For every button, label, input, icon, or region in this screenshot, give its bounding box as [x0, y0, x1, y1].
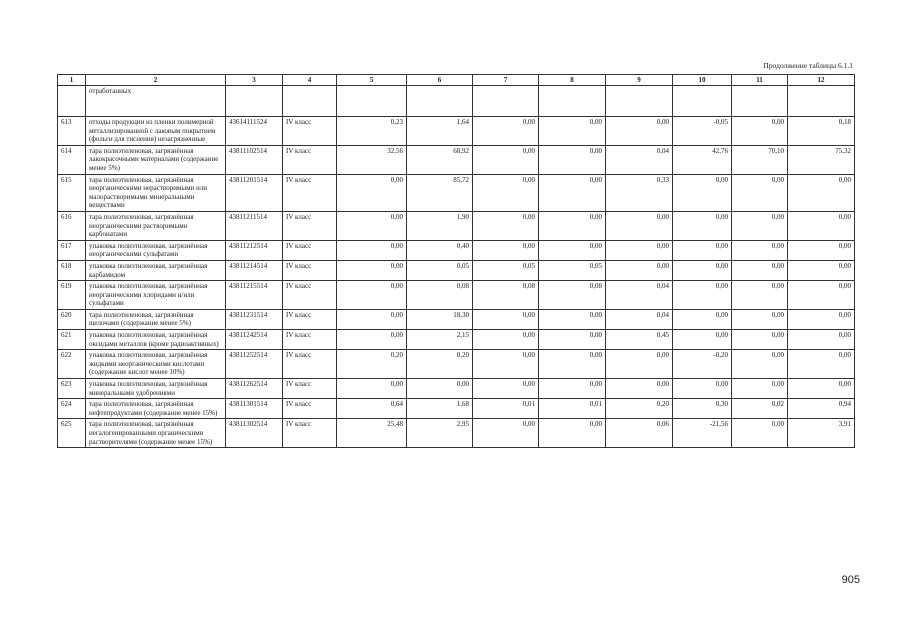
table-cell: 0,40 [407, 240, 473, 260]
table-cell: IV класс [283, 145, 337, 174]
table-cell: 0,00 [732, 117, 788, 146]
table-cell: 0,00 [788, 309, 855, 329]
table-cell: 0,00 [539, 350, 606, 379]
table-cell: IV класс [283, 309, 337, 329]
table-cell: 0,00 [539, 419, 606, 448]
table-cell: 0,00 [337, 379, 407, 399]
table-cell: 0,00 [732, 174, 788, 211]
table-cell: 0,04 [606, 281, 673, 310]
table-cell: 43614111524 [226, 117, 283, 146]
table-cell [732, 86, 788, 117]
column-header: 2 [86, 75, 226, 86]
table-cell: 0,33 [606, 174, 673, 211]
table-cell: 43811102514 [226, 145, 283, 174]
table-cell: 623 [58, 379, 86, 399]
page-number: 905 [841, 574, 860, 586]
table-cell: упаковка полиэтиленовая, загрязнённая жидкими неорганическими кислотами (содержание кислот менее 10%) [86, 350, 226, 379]
column-header: 3 [226, 75, 283, 86]
table-cell: IV класс [283, 240, 337, 260]
table-cell: 0,00 [539, 240, 606, 260]
table-cell: IV класс [283, 399, 337, 419]
table-cell [673, 86, 732, 117]
table-cell: 0,00 [407, 379, 473, 399]
column-header: 11 [732, 75, 788, 86]
column-header: 8 [539, 75, 606, 86]
table-cell: тара полиэтиленовая, загрязнённая неорганическими растворимыми карбонатами [86, 211, 226, 240]
table-cell: 0,00 [606, 211, 673, 240]
table-row [58, 419, 855, 448]
table-cell: 0,00 [337, 260, 407, 280]
table-cell: 618 [58, 260, 86, 280]
table-cell: 621 [58, 330, 86, 350]
table-cell: отходы продукции из пленки полимерной металлизированной с лаковым покрытием (фольги для тиснения) незагрязненные [86, 117, 226, 146]
table-cell: 616 [58, 211, 86, 240]
table-cell [473, 86, 539, 117]
table-cell: 3,91 [788, 419, 855, 448]
table-cell: 0,00 [473, 309, 539, 329]
table-cell: 0,00 [673, 379, 732, 399]
table-row [58, 240, 855, 260]
table-cell: 0,20 [606, 399, 673, 419]
table-cell: IV класс [283, 260, 337, 280]
table-cell: 0,00 [788, 350, 855, 379]
table-cell: 0,00 [606, 260, 673, 280]
table-row [58, 117, 855, 146]
table-row [58, 330, 855, 350]
table-cell: 0,05 [539, 260, 606, 280]
table-cell: 0,08 [407, 281, 473, 310]
table-cell: -0,20 [673, 350, 732, 379]
table-cell: 0,05 [473, 260, 539, 280]
table-cell: IV класс [283, 174, 337, 211]
table-cell: 0,02 [732, 399, 788, 419]
table-cell: 0,20 [407, 350, 473, 379]
table-cell [788, 86, 855, 117]
table-cell: 0,08 [473, 281, 539, 310]
table-cell: 0,00 [732, 350, 788, 379]
table-cell: 43811242514 [226, 330, 283, 350]
table-cell: 625 [58, 419, 86, 448]
table-cell: 2,15 [407, 330, 473, 350]
table-cell: 0,00 [473, 211, 539, 240]
table-cell: 0,00 [606, 350, 673, 379]
table-row [58, 309, 855, 329]
table-cell: 0,04 [606, 145, 673, 174]
table-cell: 619 [58, 281, 86, 310]
table-cell: 43811262514 [226, 379, 283, 399]
data-table [57, 74, 855, 448]
table-cell: 0,01 [473, 399, 539, 419]
table-cell: 0,00 [473, 350, 539, 379]
column-header: 9 [606, 75, 673, 86]
table-cell: 0,00 [337, 240, 407, 260]
table-cell: 0,00 [788, 174, 855, 211]
table-cell: 0,94 [788, 399, 855, 419]
column-header: 4 [283, 75, 337, 86]
table-cell: упаковка полиэтиленовая, загрязнённая оксидами металлов (кроме радиоактивных) [86, 330, 226, 350]
table-cell: 0,00 [732, 211, 788, 240]
table-cell: IV класс [283, 419, 337, 448]
table-cell: 0,00 [732, 260, 788, 280]
table-cell: -0,05 [673, 117, 732, 146]
table-cell: 0,00 [732, 240, 788, 260]
table-cell: 0,00 [337, 281, 407, 310]
table-cell: 0,04 [606, 309, 673, 329]
table-cell: IV класс [283, 350, 337, 379]
table-cell: упаковка полиэтиленовая, загрязнённая неорганическими хлоридами и/или сульфатами [86, 281, 226, 310]
table-cell: 0,00 [732, 419, 788, 448]
table-cell: 43811302514 [226, 419, 283, 448]
table-cell: 0,06 [606, 419, 673, 448]
table-cell: 0,00 [539, 309, 606, 329]
table-cell: 2,95 [407, 419, 473, 448]
table-cell: тара полиэтиленовая, загрязнённая неорганическими нерастворимыми или малорастворимыми минеральными веществами [86, 174, 226, 211]
table-row [58, 399, 855, 419]
table-cell: 0,23 [337, 117, 407, 146]
table-cell: 0,00 [673, 281, 732, 310]
column-header: 5 [337, 75, 407, 86]
table-cell: тара полиэтиленовая, загрязнённая нефтепродуктами (содержание менее 15%) [86, 399, 226, 419]
table-cell: 0,00 [732, 281, 788, 310]
table-cell: 0,64 [337, 399, 407, 419]
table-cell: тара полиэтиленовая, загрязнённая лакокрасочными материалами (содержание менее 5%) [86, 145, 226, 174]
table-row [58, 211, 855, 240]
table-cell: 32,56 [337, 145, 407, 174]
table-cell: 0,00 [539, 379, 606, 399]
table-cell: 617 [58, 240, 86, 260]
table-cell: 43811212514 [226, 240, 283, 260]
table-cell: 43811215514 [226, 281, 283, 310]
table-cell: 0,01 [539, 399, 606, 419]
table-cell: 0,00 [473, 145, 539, 174]
table-cell: 0,00 [673, 211, 732, 240]
table-row [58, 281, 855, 310]
table-cell: 615 [58, 174, 86, 211]
table-cell [283, 86, 337, 117]
table-cell: 0,00 [337, 174, 407, 211]
table-cell: IV класс [283, 117, 337, 146]
table-cell: 0,05 [407, 260, 473, 280]
table-cell: 624 [58, 399, 86, 419]
table-cell: IV класс [283, 281, 337, 310]
table-cell: 0,18 [788, 117, 855, 146]
table-cell: 0,00 [473, 117, 539, 146]
table-cell: 0,00 [473, 174, 539, 211]
table-cell: 43811252514 [226, 350, 283, 379]
table-cell: 0,00 [473, 419, 539, 448]
table-cell [539, 86, 606, 117]
table-cell: 43811214514 [226, 260, 283, 280]
column-header: 1 [58, 75, 86, 86]
table-cell: 0,00 [606, 240, 673, 260]
table-cell: 43811231514 [226, 309, 283, 329]
table-cell [407, 86, 473, 117]
table-cell: 42,76 [673, 145, 732, 174]
table-cell: 613 [58, 117, 86, 146]
table-cell: 620 [58, 309, 86, 329]
table-cell: 75,32 [788, 145, 855, 174]
table-row [58, 174, 855, 211]
table-cell: IV класс [283, 379, 337, 399]
table-cell: 0,00 [788, 260, 855, 280]
table-cell: IV класс [283, 211, 337, 240]
table-cell: 0,00 [732, 379, 788, 399]
table-cell: тара полиэтиленовая, загрязнённая негалогенированными органическими растворителями (содержание менее 15%) [86, 419, 226, 448]
table-cell: упаковка полиэтиленовая, загрязнённая минеральными удобрениями [86, 379, 226, 399]
header-row [58, 75, 855, 86]
table-cell: 0,00 [539, 211, 606, 240]
table-cell: 43811301514 [226, 399, 283, 419]
table-cell: 0,00 [732, 330, 788, 350]
table-cell: 0,00 [473, 330, 539, 350]
table-cell [606, 86, 673, 117]
table-cell: упаковка полиэтиленовая, загрязнённая карбамидом [86, 260, 226, 280]
table-cell: 0,30 [673, 399, 732, 419]
table-cell: 0,00 [673, 174, 732, 211]
column-header: 10 [673, 75, 732, 86]
table-caption: Продолжение таблицы 6.1.1 [763, 61, 853, 70]
table-row [58, 145, 855, 174]
table-cell: 0,00 [539, 174, 606, 211]
table-cell: упаковка полиэтиленовая, загрязнённая неорганическими сульфатами [86, 240, 226, 260]
table-cell: 85,72 [407, 174, 473, 211]
table-cell: 0,00 [673, 309, 732, 329]
column-header: 6 [407, 75, 473, 86]
table-cell: 0,00 [788, 330, 855, 350]
table-cell [337, 86, 407, 117]
table-cell: 0,20 [337, 350, 407, 379]
table-cell: 0,00 [606, 117, 673, 146]
table-row [58, 350, 855, 379]
table-cell: 0,00 [788, 211, 855, 240]
table-cell: 43811201514 [226, 174, 283, 211]
table-cell: 70,10 [732, 145, 788, 174]
table-cell: -21,56 [673, 419, 732, 448]
table-cell: 0,00 [473, 379, 539, 399]
table-cell: 1,64 [407, 117, 473, 146]
table-cell: тара полиэтиленовая, загрязнённая щелочами (содержание менее 5%) [86, 309, 226, 329]
continuation-text: отработанных [86, 86, 226, 117]
table-row [58, 379, 855, 399]
table-cell: 0,00 [337, 330, 407, 350]
table-cell: 68,92 [407, 145, 473, 174]
table-cell: 614 [58, 145, 86, 174]
table-cell: 0,00 [539, 330, 606, 350]
table-cell: 0,08 [539, 281, 606, 310]
table-cell: 0,00 [673, 260, 732, 280]
table-cell: 0,00 [473, 240, 539, 260]
table-cell: IV класс [283, 330, 337, 350]
table-cell: 0,45 [606, 330, 673, 350]
table-cell: 0,00 [337, 309, 407, 329]
table-cell: 1,68 [407, 399, 473, 419]
table-cell: 622 [58, 350, 86, 379]
column-header: 12 [788, 75, 855, 86]
table-cell: 0,00 [788, 281, 855, 310]
table-cell: 0,00 [539, 145, 606, 174]
table-cell: 0,00 [788, 240, 855, 260]
table-cell: 0,00 [539, 117, 606, 146]
table-cell: 0,00 [732, 309, 788, 329]
table-cell: 43811211514 [226, 211, 283, 240]
continuation-row [58, 86, 855, 117]
table-cell: 0,00 [673, 330, 732, 350]
table-cell: 1,90 [407, 211, 473, 240]
table-row [58, 260, 855, 280]
column-header: 7 [473, 75, 539, 86]
table-cell: 0,00 [673, 240, 732, 260]
table-cell: 0,00 [606, 379, 673, 399]
table-cell [226, 86, 283, 117]
table-cell: 18,30 [407, 309, 473, 329]
table-cell: 0,00 [788, 379, 855, 399]
table-cell: 0,00 [337, 211, 407, 240]
table-cell: 25,48 [337, 419, 407, 448]
table-cell [58, 86, 86, 117]
